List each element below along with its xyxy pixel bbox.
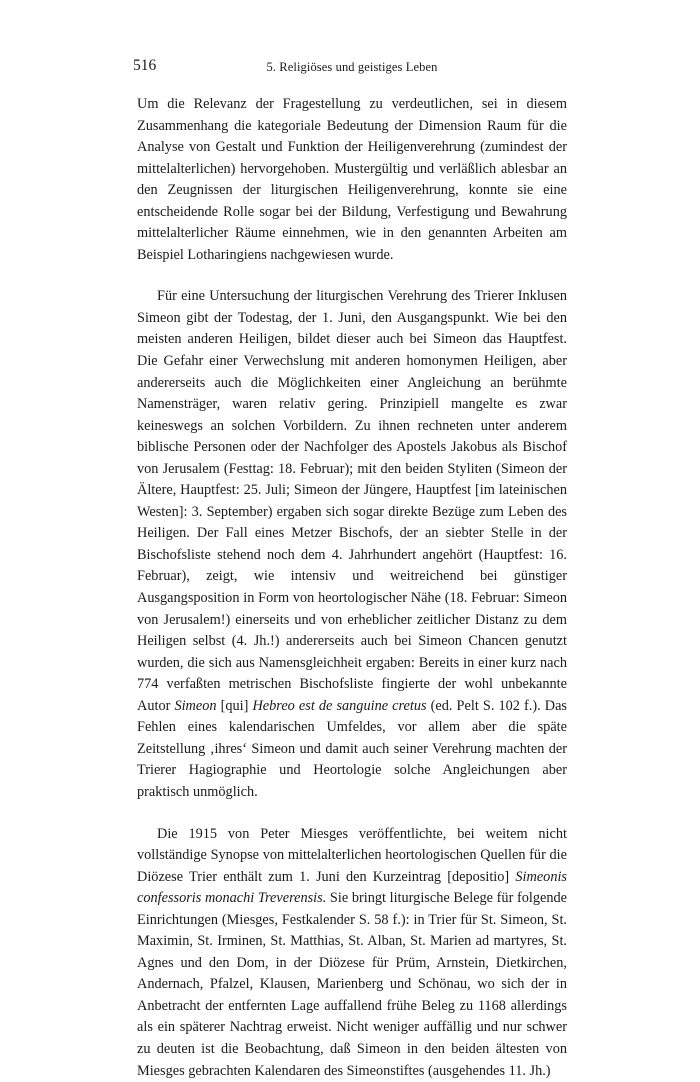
- paragraph-2-text-a: Für eine Untersuchung der liturgischen Verehrung des Trierer Inklusen Simeon gibt der Todestag, der 1. Juni, den Ausgangspunkt. Wie bei den meisten anderen Heiligen, bildet dieser auch bei Simeon das Hauptfest. Die Gefahr einer Verwechslung mit anderen homonymen Heiligen, aber andererseits auch die Möglichkeiten einer Angleichung an berühmte Namensträger, waren relativ gering. Prinzipiell mangelte es zwar keineswegs an solchen Vorbildern. Zu ihnen rechneten unter anderem biblische Personen oder der Nachfolger des Apostels Jakobus als Bischof von Jerusalem (Festtag: 18. Februar); mit den beiden Styliten (Simeon der Ältere, Hauptfest: 25. Juli; Simeon der Jüngere, Hauptfest [im lateinischen Westen]: 3. September) ergaben sich sogar direkte Bezüge zum Leben des Heiligen. Der Fall eines Metzer Bischofs, der an siebter Stelle in der Bischofsliste stehend noch dem 4. Jahrhundert angehört (Hauptfest: 16. Februar), zeigt, wie intensiv und weitreichend bei günstiger Ausgangsposition in Form von heortologischer Nähe (18. Februar: Simeon von Jerusalem!) einerseits und von erheblicher zeitlicher Distanz zu dem Heiligen selbst (4. Jh.!) andererseits auch bei Simeon Chancen genutzt wurden, die sich aus Namensgleichheit ergaben: Bereits in einer kurz nach 774 verfaßten metrischen Bischofsliste fingierte der wohl unbekannte Autor: [137, 288, 567, 713]
- paragraph-3-italic-entry: Simeonis confessoris monachi Treverensis.: [137, 869, 567, 907]
- paragraph-3: [137, 824, 567, 1082]
- book-page: [137, 56, 567, 1082]
- paragraph-1: [137, 94, 567, 266]
- running-title: 5. Religiöses und geistiges Leben: [137, 57, 567, 77]
- paragraph-2: [137, 286, 567, 803]
- paragraph-3-text-b: Sie bringt liturgische Belege für folgende Einrichtungen (Miesges, Festkalender S. 58 f.): in Trier für St. Simeon, St. Maximin, St. Irminen, St. Matthias, St. Alban, St. Marien ad martyres, St. Agnes und den Dom, in der Diözese für Prüm, Arnstein, Dietkirchen, Andernach, Pfalzel, Klausen, Marienberg und Schönau, wo sich der in Anbetracht der entfernten Lage auffallend frühe Beleg zu 1168 allerdings als ein späterer Nachtrag erweist. Nicht weniger auffällig und nur schwer zu deuten ist die Beobachtung, daß Simeon in den beiden ältesten von Miesges gebrachten Kalendaren des Simeonstiftes (ausgehendes 11. Jh.): [137, 890, 567, 1078]
- paragraph-2-italic-quote: Hebreo est de sanguine cretus: [252, 698, 426, 714]
- paragraph-3-text-a: Die 1915 von Peter Miesges veröffentlichte, bei weitem nicht vollständige Synopse von mittelalterlichen heortologischen Quellen für die Diözese Trier enthält zum 1. Juni den Kurzeintrag [depositio]: [137, 826, 567, 885]
- paragraph-2-text-c: (ed. Pelt S. 102 f.). Das Fehlen eines kalendarischen Umfeldes, vor allem aber die späte Zeitstellung ‚ihres‘ Simeon und damit auch seiner Verehrung machten der Trierer Hagiographie und Heortologie solche Angleichungen aber praktisch unmöglich.: [137, 698, 567, 800]
- running-head: [137, 56, 567, 78]
- paragraph-1-text: Um die Relevanz der Fragestellung zu verdeutlichen, sei in diesem Zusammenhang die kategoriale Bedeutung der Dimension Raum für die Analyse von Gestalt und Funktion der Heiligenverehrung (zumindest der mittelalterlichen) hervorgehoben. Mustergültig und verläßlich ablesbar an den Zeugnissen der liturgischen Heiligenverehrung, konnte sie eine entscheidende Rolle sogar bei der Bildung, Verfestigung und Bewahrung mittelalterlicher Räume einnehmen, wie in den genannten Arbeiten am Beispiel Lotharingiens nachgewiesen wurde.: [137, 96, 567, 263]
- page-number: 516: [133, 56, 156, 76]
- paragraph-2-italic-simeon: Simeon: [174, 698, 216, 714]
- paragraph-2-text-b: [qui]: [217, 698, 253, 714]
